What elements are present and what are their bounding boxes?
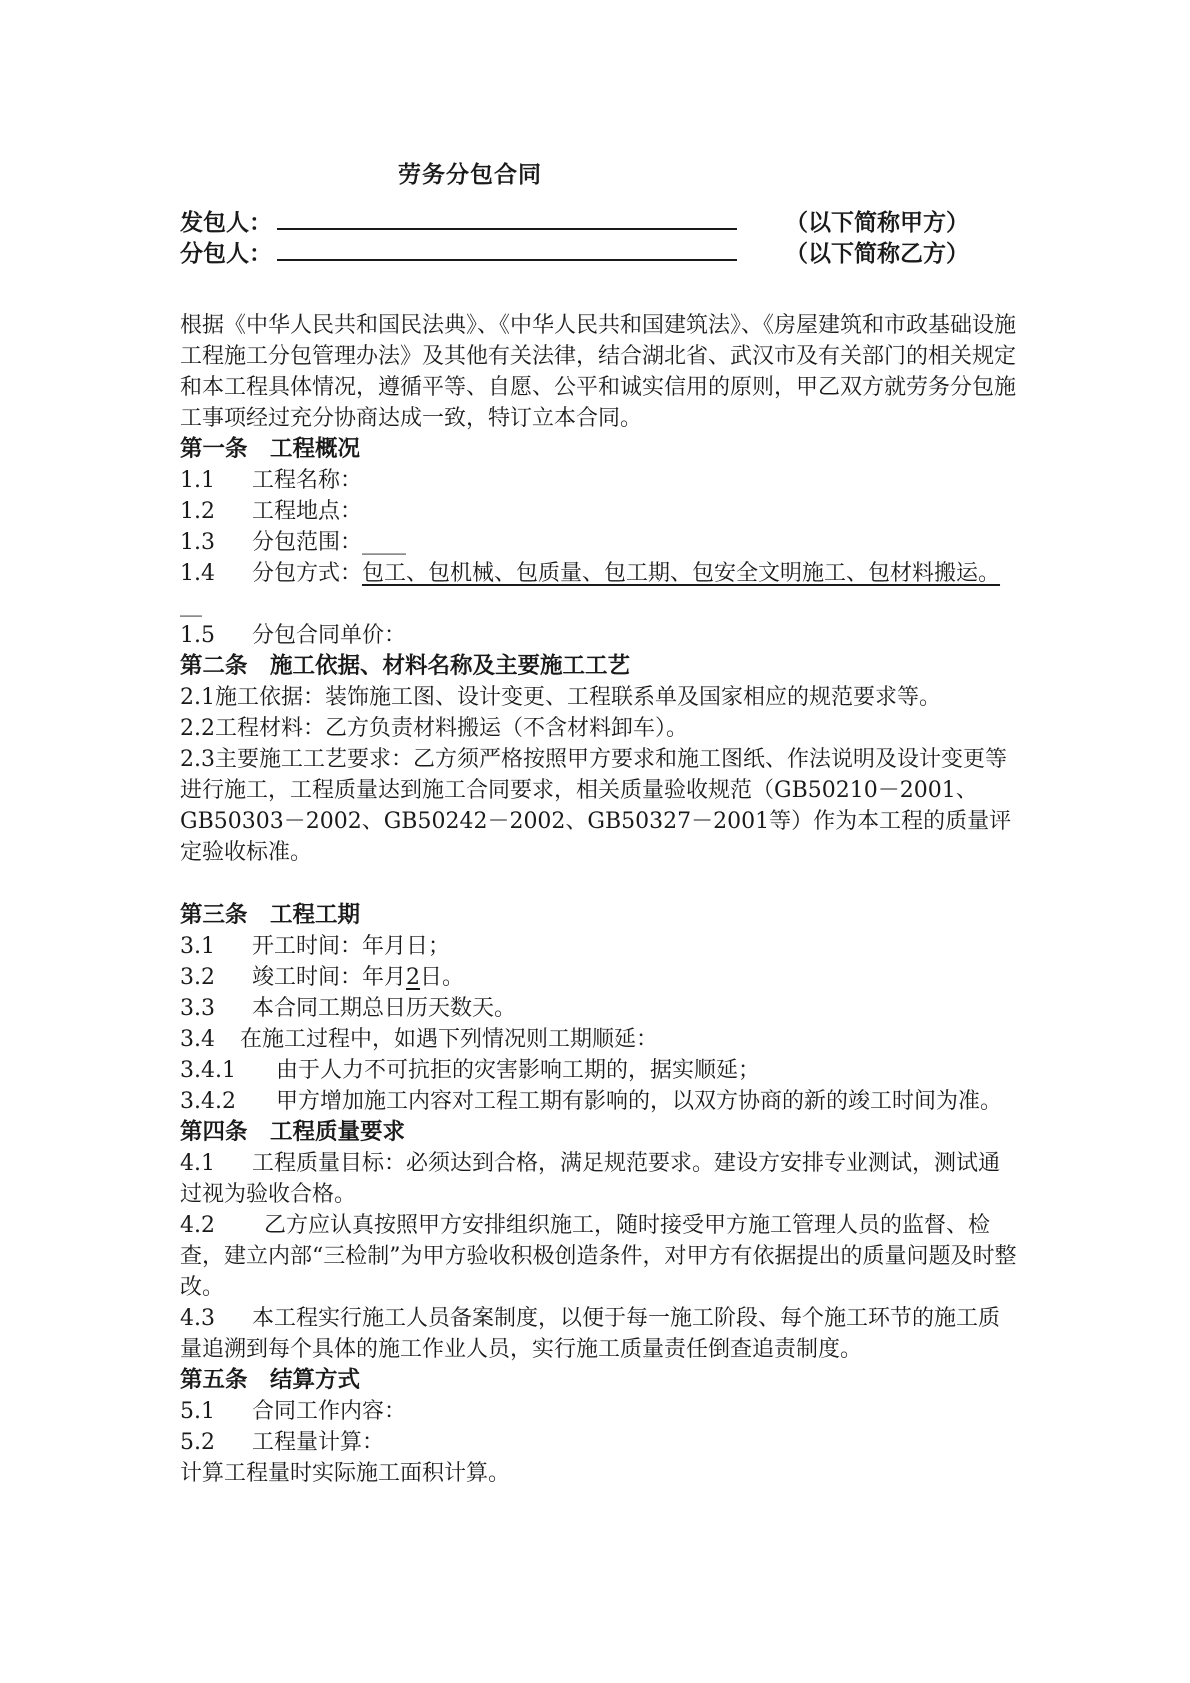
- clause-continuation: __: [180, 592, 202, 617]
- section-heading: 第四条 工程质量要求: [180, 1119, 406, 1145]
- clause: 3.3 本合同工期总日历天数天。: [180, 996, 517, 1021]
- party-note: （以下简称乙方）: [785, 240, 969, 267]
- clause: 4.3 本工程实行施工人员备案制度，以便于每一施工阶段、每个施工环节的施工质量追溯到每个具体的施工作业人员，实行施工质量责任倒查追责制度。: [180, 1306, 1001, 1362]
- fill-in-line: [277, 228, 737, 230]
- clause: 4.2 乙方应认真按照甲方安排组织施工，随时接受甲方施工管理人员的监督、检查，建立内部“三检制”为甲方验收积极创造条件，对甲方有依据提出的质量问题及时整改。: [180, 1213, 1017, 1300]
- clause: 1.5 分包合同单价：: [180, 623, 407, 648]
- section-heading: 第二条 施工依据、材料名称及主要施工工艺: [180, 653, 631, 679]
- clause: 3.4.1 由于人力不可抗拒的灾害影响工期的，据实顺延；: [180, 1058, 761, 1083]
- party-subcontractor: [180, 235, 1010, 267]
- clause: 1.1 工程名称：: [180, 468, 363, 493]
- clause: 3.1 开工时间：年月日；: [180, 934, 451, 959]
- clause: 计算工程量时实际施工面积计算。: [180, 1461, 511, 1486]
- document-title: 劳务分包合同: [398, 161, 542, 188]
- contract-body: [180, 310, 1020, 1489]
- section-heading: 第五条 结算方式: [180, 1367, 361, 1393]
- party-label: 发包人：: [180, 209, 272, 236]
- underlined-value: 包工、包机械、包质量、包工期、包安全文明施工、包材料搬运。: [362, 561, 1001, 586]
- preamble: 根据《中华人民共和国民法典》、《中华人民共和国建筑法》、《房屋建筑和市政基础设施工程施工分包管理办法》及其他有关法律，结合湖北省、武汉市及有关部门的相关规定和本工程具体情况，遵循平等、自愿、公平和诚实信用的原则，甲乙双方就劳务分包施工事项经过充分协商达成一致，特订立本合同。: [180, 313, 1017, 431]
- party-note: （以下简称甲方）: [785, 209, 969, 236]
- party-employer: [180, 204, 1010, 236]
- clause: 5.2 工程量计算：: [180, 1430, 385, 1455]
- clause: 2.2工程材料：乙方负责材料搬运（不含材料卸车）。: [180, 716, 688, 741]
- clause: 3.2 竣工时间：年月2日。: [180, 965, 465, 990]
- fill-in-line: [277, 259, 737, 261]
- clause: 2.1施工依据：装饰施工图、设计变更、工程联系单及国家相应的规范要求等。: [180, 685, 941, 710]
- clause: 1.4 分包方式：包工、包机械、包质量、包工期、包安全文明施工、包材料搬运。: [180, 561, 1001, 586]
- clause: 2.3主要施工工艺要求：乙方须严格按照甲方要求和施工图纸、作法说明及设计变更等进行施工，工程质量达到施工合同要求，相关质量验收规范（GB50210－2001、GB50303－2002、GB50242－2002、GB50327－2001等）作为本工程的质量评定验收标准。: [180, 747, 1012, 865]
- blank-line: [180, 868, 1020, 900]
- clause: 3.4 在施工过程中，如遇下列情况则工期顺延：: [180, 1027, 659, 1052]
- party-label: 分包人：: [180, 240, 272, 267]
- clause: 5.1 合同工作内容：: [180, 1399, 407, 1424]
- clause: 3.4.2 甲方增加施工内容对工程工期有影响的，以双方协商的新的竣工时间为准。: [180, 1089, 1003, 1114]
- clause: 1.2 工程地点：: [180, 499, 363, 524]
- section-heading: 第一条 工程概况: [180, 436, 361, 462]
- section-heading: 第三条 工程工期: [180, 902, 361, 928]
- clause: 4.1 工程质量目标：必须达到合格，满足规范要求。建设方安排专业测试，测试通过视为验收合格。: [180, 1151, 1001, 1207]
- clause: 1.3 分包范围：____: [180, 530, 407, 555]
